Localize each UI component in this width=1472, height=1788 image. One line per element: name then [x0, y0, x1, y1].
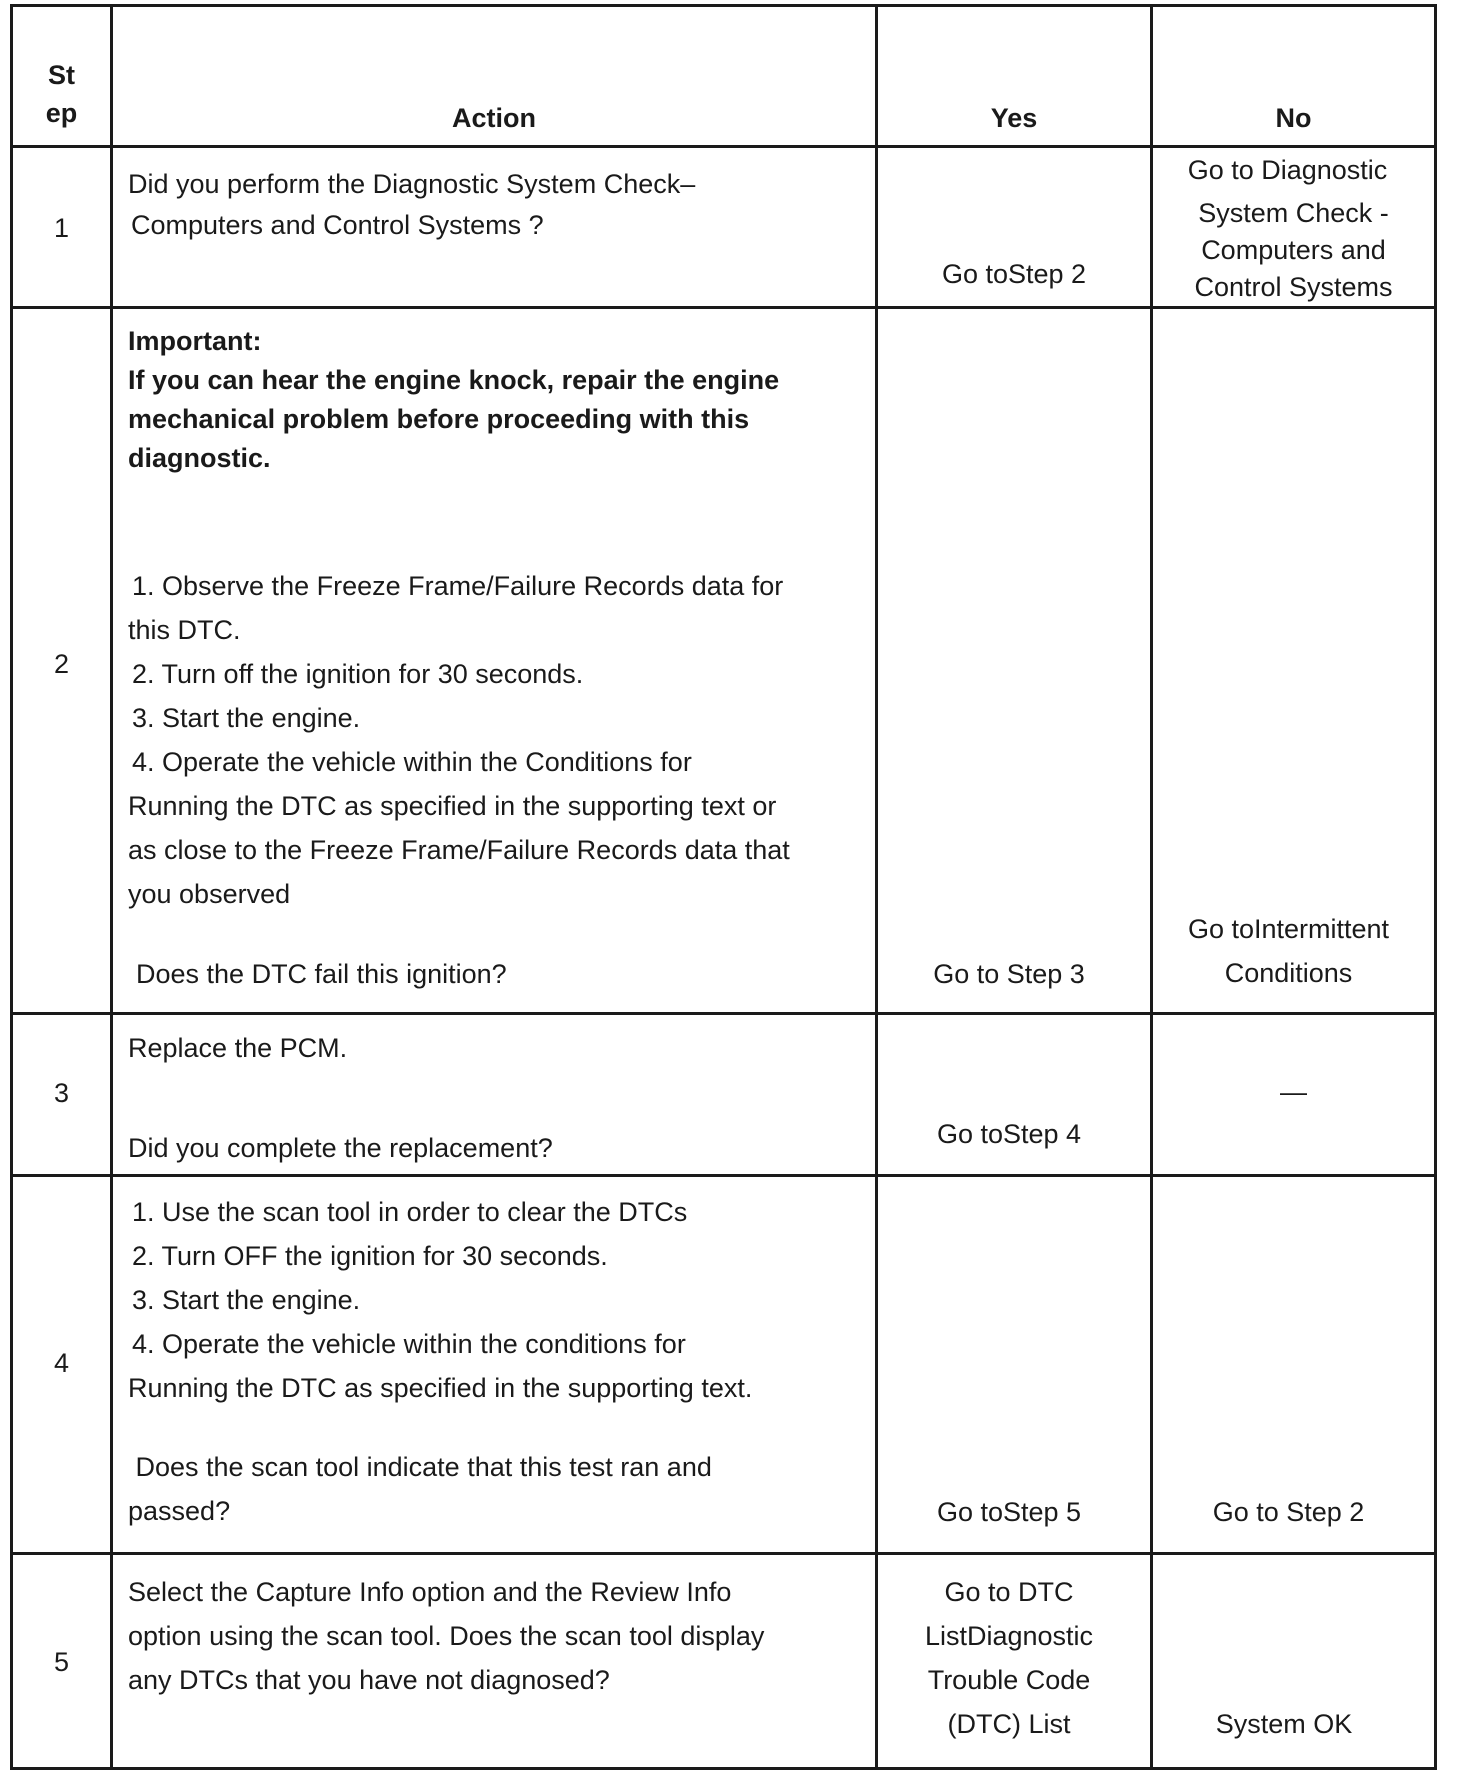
row-3-yes: Go toStep 4 — [936, 1119, 1082, 1149]
important-line: mechanical problem before proceeding with this — [128, 404, 750, 434]
row-5-yes — [878, 1570, 1140, 1746]
table-border-left — [10, 4, 13, 1770]
header-step-line1: St — [48, 60, 75, 90]
row-3-no: — — [1280, 1077, 1307, 1107]
no-line: Go to Diagnostic — [1187, 155, 1388, 185]
column-divider-step-action — [110, 4, 113, 1770]
yes-line: Trouble Code — [927, 1665, 1091, 1695]
row-5-action — [128, 1570, 764, 1702]
row-divider-2 — [10, 1012, 1437, 1015]
header-yes: Yes — [990, 103, 1038, 133]
row-3-action: Replace the PCM. — [128, 1033, 348, 1063]
row-3-question: Did you complete the replacement? — [128, 1133, 553, 1163]
action-line: Did you perform the Diagnostic System Check– — [128, 169, 696, 199]
row-4-yes: Go toStep 5 — [936, 1497, 1082, 1527]
step-number: 2 — [53, 649, 70, 679]
row-4-action — [128, 1190, 752, 1410]
action-line: this DTC. — [128, 615, 241, 645]
row-divider-header — [10, 145, 1437, 148]
action-line: 1. Observe the Freeze Frame/Failure Records data for — [132, 571, 784, 601]
action-line: 1. Use the scan tool in order to clear the DTCs — [132, 1197, 688, 1227]
important-note — [128, 322, 779, 478]
row-4-no: Go to Step 2 — [1212, 1497, 1365, 1527]
action-line: 3. Start the engine. — [132, 703, 361, 733]
row-divider-4 — [10, 1552, 1437, 1555]
no-line: Control Systems — [1194, 272, 1393, 302]
no-line: Go toIntermittent — [1187, 914, 1390, 944]
yes-line: Go to DTC — [944, 1577, 1074, 1607]
table-border-right — [1434, 4, 1437, 1770]
header-step — [13, 56, 110, 132]
no-line: Computers and — [1201, 235, 1386, 265]
action-line: 2. Turn off the ignition for 30 seconds. — [132, 659, 584, 689]
action-line: 2. Turn OFF the ignition for 30 seconds. — [132, 1241, 608, 1271]
yes-line: ListDiagnostic — [924, 1621, 1094, 1651]
row-5-no: System OK — [1215, 1709, 1353, 1739]
important-label: Important: — [128, 326, 262, 356]
step-number: 1 — [53, 213, 70, 243]
no-line: Conditions — [1224, 958, 1353, 988]
yes-line: (DTC) List — [947, 1709, 1071, 1739]
action-line: option using the scan tool. Does the scan tool display — [128, 1621, 765, 1651]
action-line: 3. Start the engine. — [132, 1285, 361, 1315]
row-4-question — [128, 1445, 712, 1533]
action-line: Running the DTC as specified in the supporting text or — [128, 791, 777, 821]
header-action: Action — [452, 103, 536, 133]
row-1-action — [128, 164, 695, 246]
action-line: Select the Capture Info option and the Review Info — [128, 1577, 732, 1607]
action-line: any DTCs that you have not diagnosed? — [128, 1665, 610, 1695]
row-2-yes: Go to Step 3 — [933, 959, 1085, 989]
table-border-bottom — [10, 1767, 1437, 1770]
action-line: you observed — [128, 879, 291, 909]
action-line: as close to the Freeze Frame/Failure Records data that — [128, 835, 790, 865]
important-line: If you can hear the engine knock, repair the engine — [128, 365, 780, 395]
row-divider-3 — [10, 1174, 1437, 1177]
important-line: diagnostic. — [128, 443, 271, 473]
action-line: Computers and Control Systems ? — [131, 210, 544, 240]
row-2-no — [1153, 907, 1424, 995]
step-number: 3 — [53, 1078, 70, 1108]
step-number: 5 — [53, 1647, 70, 1677]
row-1-yes: Go toStep 2 — [941, 259, 1087, 289]
no-line: System Check - — [1198, 198, 1389, 228]
action-line: 4. Operate the vehicle within the Conditions for — [132, 747, 692, 777]
question-line: Does the scan tool indicate that this test ran and — [128, 1452, 712, 1482]
action-line: Running the DTC as specified in the supporting text. — [128, 1373, 753, 1403]
header-step-line2: ep — [45, 98, 78, 128]
question-line: passed? — [128, 1496, 231, 1526]
row-divider-1 — [10, 306, 1437, 309]
row-2-action — [128, 564, 790, 916]
action-line: 4. Operate the vehicle within the conditions for — [132, 1329, 686, 1359]
step-number: 4 — [53, 1348, 70, 1378]
row-1-no — [1153, 152, 1434, 306]
table-border-top — [10, 4, 1437, 7]
header-no: No — [1275, 103, 1312, 133]
row-2-question: Does the DTC fail this ignition? — [136, 959, 507, 989]
diagnostic-table — [10, 4, 1437, 1770]
